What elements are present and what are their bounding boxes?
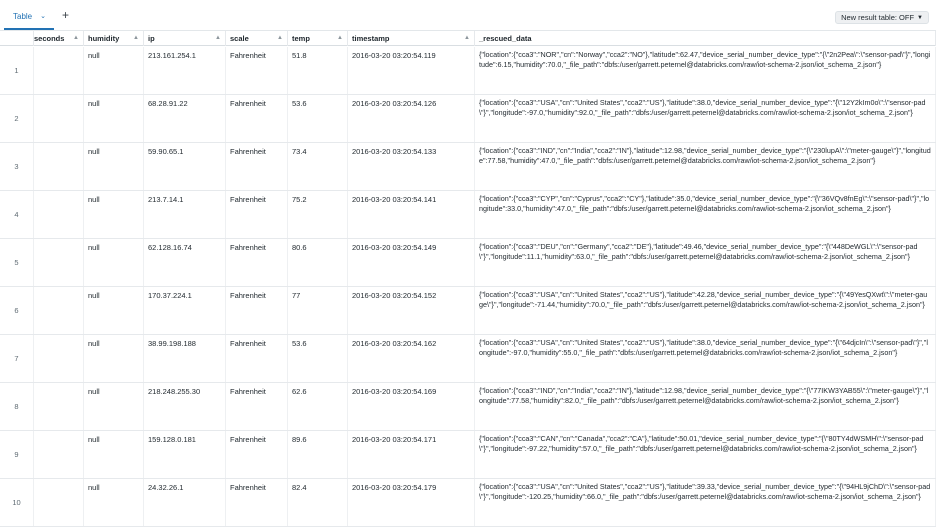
header-seconds[interactable] (34, 31, 84, 46)
cell-timestamp[interactable]: 2016-03-20 03:20:54.179 (348, 479, 475, 526)
cell-humidity[interactable]: null (84, 431, 144, 478)
row-number[interactable]: 3 (0, 143, 34, 190)
table-header (0, 31, 936, 46)
table-row[interactable] (0, 431, 936, 479)
row-number[interactable]: 8 (0, 383, 34, 430)
cell-seconds[interactable] (34, 239, 84, 286)
cell-seconds[interactable] (34, 287, 84, 334)
cell-seconds[interactable] (34, 383, 84, 430)
tab-table-label: Table (13, 11, 33, 21)
row-number[interactable]: 4 (0, 191, 34, 238)
sort-icon[interactable]: ▲ (133, 35, 139, 41)
cell-temp[interactable]: 77 (288, 287, 348, 334)
cell-rescued-data[interactable]: {"location":{"cca3":"USA","cn":"United States","cca2":"US"},"latitude":38.0,"device_serial_number_device_type":"{\"64djcIn\":\"sensor-pad\"}","longitude":-97.0,"humidity":55.0,"_file_path":"dbfs:/user/garrett.peternel@databricks.com/raw/iot-schema-2.json/iot_schema_2.json"} (475, 335, 936, 382)
table-row[interactable] (0, 287, 936, 335)
table-row[interactable] (0, 335, 936, 383)
cell-ip[interactable]: 170.37.224.1 (144, 287, 226, 334)
sort-icon[interactable]: ▲ (337, 35, 343, 41)
cell-scale[interactable]: Fahrenheit (226, 431, 288, 478)
header-timestamp[interactable] (348, 31, 475, 46)
cell-timestamp[interactable]: 2016-03-20 03:20:54.149 (348, 239, 475, 286)
sort-icon[interactable]: ▲ (73, 35, 79, 41)
cell-scale[interactable]: Fahrenheit (226, 143, 288, 190)
cell-temp[interactable]: 53.6 (288, 335, 348, 382)
cell-humidity[interactable]: null (84, 95, 144, 142)
cell-timestamp[interactable]: 2016-03-20 03:20:54.169 (348, 383, 475, 430)
cell-scale[interactable]: Fahrenheit (226, 335, 288, 382)
row-number[interactable]: 9 (0, 431, 34, 478)
cell-temp[interactable]: 73.4 (288, 143, 348, 190)
cell-seconds[interactable] (34, 95, 84, 142)
header-humidity[interactable] (84, 31, 144, 46)
cell-ip[interactable]: 68.28.91.22 (144, 95, 226, 142)
cell-temp[interactable]: 75.2 (288, 191, 348, 238)
chevron-down-icon: ▼ (917, 14, 923, 21)
cell-humidity[interactable]: null (84, 143, 144, 190)
cell-temp[interactable]: 80.6 (288, 239, 348, 286)
row-number[interactable]: 2 (0, 95, 34, 142)
cell-humidity[interactable]: null (84, 383, 144, 430)
cell-temp[interactable]: 89.6 (288, 431, 348, 478)
cell-timestamp[interactable]: 2016-03-20 03:20:54.126 (348, 95, 475, 142)
cell-seconds[interactable] (34, 143, 84, 190)
row-number[interactable]: 10 (0, 479, 34, 526)
cell-timestamp[interactable]: 2016-03-20 03:20:54.162 (348, 335, 475, 382)
cell-humidity[interactable]: null (84, 479, 144, 526)
sort-icon[interactable]: ▲ (464, 35, 470, 41)
cell-humidity[interactable]: null (84, 335, 144, 382)
cell-ip[interactable]: 62.128.16.74 (144, 239, 226, 286)
chevron-down-icon[interactable]: ⌄ (40, 13, 46, 20)
cell-ip[interactable]: 59.90.65.1 (144, 143, 226, 190)
results-table (0, 31, 936, 528)
cell-timestamp[interactable]: 2016-03-20 03:20:54.133 (348, 143, 475, 190)
cell-temp[interactable]: 51.8 (288, 47, 348, 94)
header-label: scale (230, 34, 249, 43)
header-ip[interactable] (144, 31, 226, 46)
results-toolbar (0, 0, 936, 31)
cell-scale[interactable]: Fahrenheit (226, 191, 288, 238)
table-row[interactable] (0, 95, 936, 143)
cell-ip[interactable]: 24.32.26.1 (144, 479, 226, 526)
cell-rescued-data[interactable]: {"location":{"cca3":"NOR","cn":"Norway","cca2":"NO"},"latitude":62.47,"device_serial_number_device_type":"{\"2n2Pea\":\"sensor-pad\"}","longitude":6.15,"humidity":70.0,"_file_path":"dbfs:/user/garrett.peternel@databricks.com/raw/iot-schema-2.json/iot_schema_2.json"} (475, 47, 936, 94)
cell-rescued-data[interactable]: {"location":{"cca3":"USA","cn":"United States","cca2":"US"},"latitude":39.33,"device_serial_number_device_type":"{\"94HL9jChD\":\"sensor-pad\"}","longitude":-120.25,"humidity":66.0,"_file_path":"dbfs:/user/garrett.peternel@databricks.com/raw/iot-schema-2.json/iot_schema_2.json"} (475, 479, 936, 526)
header-label: temp (292, 34, 310, 43)
cell-ip[interactable]: 159.128.0.181 (144, 431, 226, 478)
cell-temp[interactable]: 82.4 (288, 479, 348, 526)
table-row[interactable] (0, 143, 936, 191)
cell-humidity[interactable]: null (84, 239, 144, 286)
sort-icon[interactable]: ▲ (215, 35, 221, 41)
cell-rescued-data[interactable]: {"location":{"cca3":"CAN","cn":"Canada","cca2":"CA"},"latitude":50.01,"device_serial_number_device_type":"{\"80TY4dWSMH\":\"sensor-pad\"}","longitude":-97.22,"humidity":57.0,"_file_path":"dbfs:/user/garrett.peternel@databricks.com/raw/iot-schema-2.json/iot_schema_2.json"} (475, 431, 936, 478)
header-rownum (0, 31, 34, 46)
cell-rescued-data[interactable]: {"location":{"cca3":"IND","cn":"India","cca2":"IN"},"latitude":12.98,"device_serial_number_device_type":"{\"77IKW3YAB55\":\"meter-gauge\"}","longitude":77.58,"humidity":82.0,"_file_path":"dbfs:/user/garrett.peternel@databricks.com/raw/iot-schema-2.json/iot_schema_2.json"} (475, 383, 936, 430)
cell-scale[interactable]: Fahrenheit (226, 383, 288, 430)
cell-scale[interactable]: Fahrenheit (226, 287, 288, 334)
cell-scale[interactable]: Fahrenheit (226, 239, 288, 286)
cell-humidity[interactable]: null (84, 47, 144, 94)
cell-seconds[interactable] (34, 431, 84, 478)
cell-scale[interactable]: Fahrenheit (226, 47, 288, 94)
cell-rescued-data[interactable]: {"location":{"cca3":"USA","cn":"United States","cca2":"US"},"latitude":42.28,"device_serial_number_device_type":"{\"49YesQXwt\":\"meter-gauge\"}","longitude":-71.44,"humidity":70.0,"_file_path":"dbfs:/user/garrett.peternel@databricks.com/raw/iot-schema-2.json/iot_schema_2.json"} (475, 287, 936, 334)
cell-seconds[interactable] (34, 479, 84, 526)
header-rescued-data[interactable] (475, 31, 936, 46)
cell-ip[interactable]: 38.99.198.188 (144, 335, 226, 382)
table-row[interactable] (0, 239, 936, 287)
cell-seconds[interactable] (34, 47, 84, 94)
header-scale[interactable] (226, 31, 288, 46)
cell-humidity[interactable]: null (84, 287, 144, 334)
cell-ip[interactable]: 213.7.14.1 (144, 191, 226, 238)
table-row[interactable] (0, 47, 936, 95)
header-label: timestamp (352, 34, 390, 43)
cell-temp[interactable]: 53.6 (288, 95, 348, 142)
header-label: ip (148, 34, 155, 43)
new-result-table-label: New result table: OFF (841, 13, 915, 22)
cell-rescued-data[interactable]: {"location":{"cca3":"DEU","cn":"Germany","cca2":"DE"},"latitude":49.46,"device_serial_number_device_type":"{\"448DeWGL\":\"sensor-pad\"}","longitude":11.1,"humidity":63.0,"_file_path":"dbfs:/user/garrett.peternel@databricks.com/raw/iot-schema-2.json/iot_schema_2.json"} (475, 239, 936, 286)
table-row[interactable] (0, 479, 936, 527)
cell-timestamp[interactable]: 2016-03-20 03:20:54.119 (348, 47, 475, 94)
cell-rescued-data[interactable]: {"location":{"cca3":"CYP","cn":"Cyprus","cca2":"CY"},"latitude":35.0,"device_serial_number_device_type":"{\"36VQv8fnEg\":\"sensor-pad\"}","longitude":33.0,"humidity":47.0,"_file_path":"dbfs:/user/garrett.peternel@databricks.com/raw/iot-schema-2.json/iot_schema_2.json"} (475, 191, 936, 238)
cell-scale[interactable]: Fahrenheit (226, 479, 288, 526)
header-temp[interactable] (288, 31, 348, 46)
cell-rescued-data[interactable]: {"location":{"cca3":"USA","cn":"United States","cca2":"US"},"latitude":38.0,"device_serial_number_device_type":"{\"12Y2kIm0o\":\"sensor-pad\"}","longitude":-97.0,"humidity":92.0,"_file_path":"dbfs:/user/garrett.peternel@databricks.com/raw/iot-schema-2.json/iot_schema_2.json"} (475, 95, 936, 142)
cell-rescued-data[interactable]: {"location":{"cca3":"IND","cn":"India","cca2":"IN"},"latitude":12.98,"device_serial_number_device_type":"{\"230lupA\":\"meter-gauge\"}","longitude":77.58,"humidity":47.0,"_file_path":"dbfs:/user/garrett.peternel@databricks.com/raw/iot-schema-2.json/iot_schema_2.json"} (475, 143, 936, 190)
cell-timestamp[interactable]: 2016-03-20 03:20:54.152 (348, 287, 475, 334)
cell-scale[interactable]: Fahrenheit (226, 95, 288, 142)
row-number[interactable]: 1 (0, 47, 34, 94)
plus-icon[interactable]: + (62, 8, 70, 22)
cell-timestamp[interactable]: 2016-03-20 03:20:54.171 (348, 431, 475, 478)
cell-humidity[interactable]: null (84, 191, 144, 238)
header-label: _rescued_data (479, 34, 532, 43)
table-row[interactable] (0, 383, 936, 431)
row-number[interactable]: 5 (0, 239, 34, 286)
cell-seconds[interactable] (34, 191, 84, 238)
cell-timestamp[interactable]: 2016-03-20 03:20:54.141 (348, 191, 475, 238)
cell-temp[interactable]: 62.6 (288, 383, 348, 430)
row-number[interactable]: 7 (0, 335, 34, 382)
header-label: seconds (34, 34, 65, 43)
new-result-table-toggle[interactable] (835, 11, 929, 24)
header-label: humidity (88, 34, 120, 43)
table-row[interactable] (0, 191, 936, 239)
row-number[interactable]: 6 (0, 287, 34, 334)
cell-seconds[interactable] (34, 335, 84, 382)
tab-table[interactable] (4, 4, 54, 30)
cell-ip[interactable]: 213.161.254.1 (144, 47, 226, 94)
cell-ip[interactable]: 218.248.255.30 (144, 383, 226, 430)
sort-icon[interactable]: ▲ (277, 35, 283, 41)
